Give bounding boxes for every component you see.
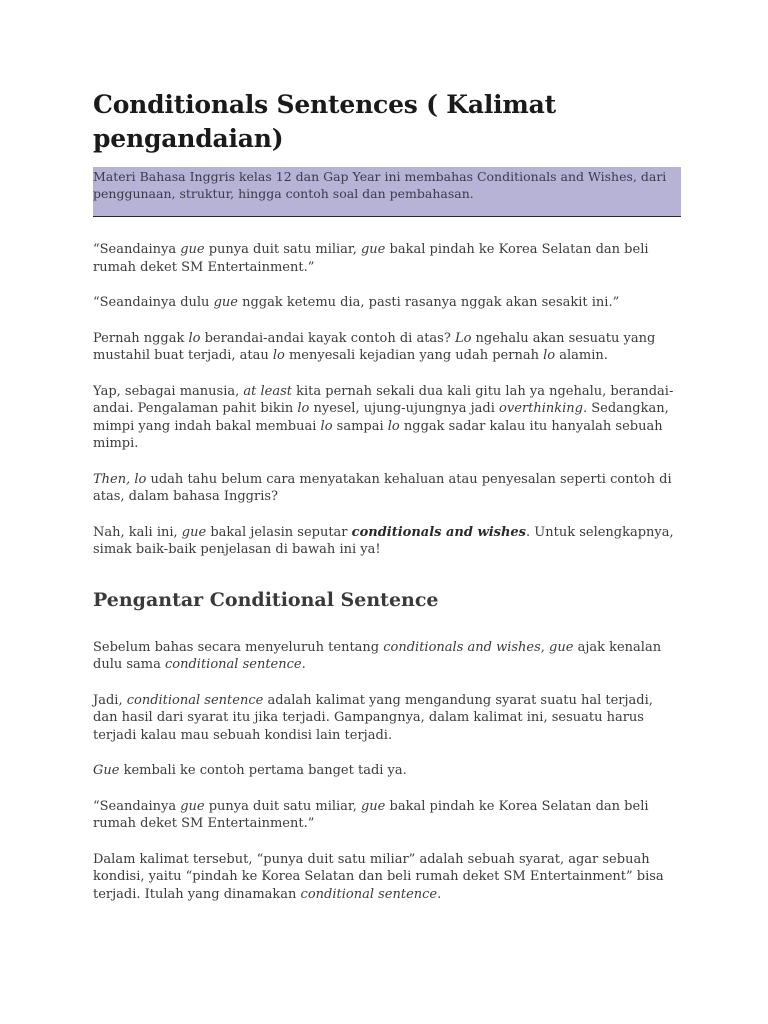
italic-run: lo — [297, 401, 310, 416]
text-run: Dalam kalimat tersebut, “punya duit satu miliar” adalah sebuah syarat, agar sebuah kondisi, yaitu “pindah ke Korea Selatan dan beli rumah deket SM Entertainment” bisa terjadi. Itulah yang dinamakan — [93, 851, 664, 902]
italic-run: overthinking — [499, 401, 583, 416]
text-run: “Seandainya — [93, 242, 181, 257]
text-run: . — [301, 657, 306, 672]
paragraph — [93, 471, 678, 506]
italic-run: lo — [387, 418, 400, 434]
italic-run: Then, lo — [93, 471, 147, 487]
italic-run: gue — [549, 639, 574, 655]
italic-run: gue — [213, 295, 238, 310]
paragraph — [93, 330, 678, 365]
italic-run: Gue — [93, 763, 120, 778]
text-run: . Sedangkan, mimpi yang indah bakal membuai — [93, 401, 669, 434]
paragraph — [93, 639, 678, 674]
text-run: udah tahu belum cara menyatakan kehaluan atau penyesalan seperti contoh di atas, dalam bahasa Inggris? — [93, 471, 672, 504]
text-run: alamin. — [555, 348, 608, 363]
italic-run: lo — [320, 418, 333, 434]
paragraph — [93, 241, 678, 276]
section-paragraphs — [93, 639, 675, 904]
text-run: bakal jelasin seputar — [206, 524, 352, 540]
italic-run: gue — [180, 798, 205, 814]
text-run: , — [540, 639, 550, 655]
italic-run: conditional sentence — [300, 886, 438, 902]
text-run: sampai — [332, 418, 388, 434]
text-run: Yap, sebagai manusia, — [93, 383, 244, 399]
text-run: punya duit satu miliar, — [204, 798, 361, 814]
text-run: “Seandainya — [93, 798, 181, 814]
text-run: kita pernah sekali dua kali gitu lah ya ngehalu, berandai-andai. Pengalaman pahit bikin — [93, 383, 674, 416]
italic-run: Lo — [454, 330, 472, 346]
text-run: menyesali kejadian yang udah pernah — [284, 348, 544, 363]
text-run: berandai-andai kayak contoh di atas? — [200, 330, 455, 346]
text-run: adalah kalimat yang mengandung syarat suatu hal terjadi, dan hasil dari syarat itu jika terjadi. Gampangnya, dalam kalimat ini, sesuatu harus terjadi kalau mau sebuah kondisi lain terjadi. — [93, 692, 653, 743]
paragraph — [93, 524, 678, 559]
paragraph — [93, 294, 678, 312]
italic-run: gue — [180, 242, 205, 257]
text-run: Nah, kali ini, — [93, 524, 182, 540]
paragraph — [93, 762, 678, 780]
text-run: kembali ke contoh pertama banget tadi ya. — [119, 763, 407, 778]
italic-run: conditionals and wishes — [383, 639, 541, 655]
text-run: “Seandainya dulu — [93, 295, 214, 310]
text-run: nggak sadar kalau itu hanyalah sebuah mimpi. — [93, 418, 663, 451]
italic-run: at least — [243, 383, 292, 399]
italic-run: conditional sentence — [165, 657, 302, 672]
italic-run: lo — [188, 330, 201, 346]
text-run: nggak ketemu dia, pasti rasanya nggak akan sesakit ini.” — [237, 295, 620, 310]
text-run: punya duit satu miliar, — [204, 242, 361, 257]
intro-summary-box: Materi Bahasa Inggris kelas 12 dan Gap Year ini membahas Conditionals and Wishes, dari penggunaan, struktur, hingga contoh soal dan pembahasan. — [93, 167, 681, 217]
text-run: Pernah nggak — [93, 330, 189, 346]
section-heading: Pengantar Conditional Sentence — [93, 588, 439, 611]
paragraph — [93, 851, 678, 904]
paragraph — [93, 383, 678, 453]
bold-italic-run: conditionals and wishes — [351, 524, 526, 540]
page-title: Conditionals Sentences ( Kalimat pengandaian) — [93, 90, 557, 153]
italic-run: lo — [543, 348, 556, 363]
text-run: ngehalu akan sesuatu yang mustahil buat terjadi, atau — [93, 330, 656, 363]
text-run: Sebelum bahas secara menyeluruh tentang — [93, 639, 384, 655]
text-run: . — [437, 886, 442, 902]
text-run: Jadi, — [93, 692, 127, 708]
text-run: nyesel, ujung-ujungnya jadi — [309, 401, 500, 416]
italic-run: lo — [272, 348, 285, 363]
paragraph — [93, 798, 678, 833]
text-run: ajak kenalan dulu sama — [93, 639, 662, 672]
italic-run: gue — [181, 524, 207, 540]
italic-run: gue — [360, 242, 386, 257]
text-run: bakal pindah ke Korea Selatan dan beli rumah deket SM Entertainment.” — [93, 798, 649, 831]
paragraph — [93, 692, 678, 745]
italic-run: conditional sentence — [126, 692, 264, 708]
intro-paragraphs — [93, 241, 675, 559]
text-run: . Untuk selengkapnya, simak baik-baik penjelasan di bawah ini ya! — [93, 524, 674, 557]
text-run: bakal pindah ke Korea Selatan dan beli rumah deket SM Entertainment.” — [93, 242, 649, 275]
italic-run: gue — [360, 798, 386, 814]
